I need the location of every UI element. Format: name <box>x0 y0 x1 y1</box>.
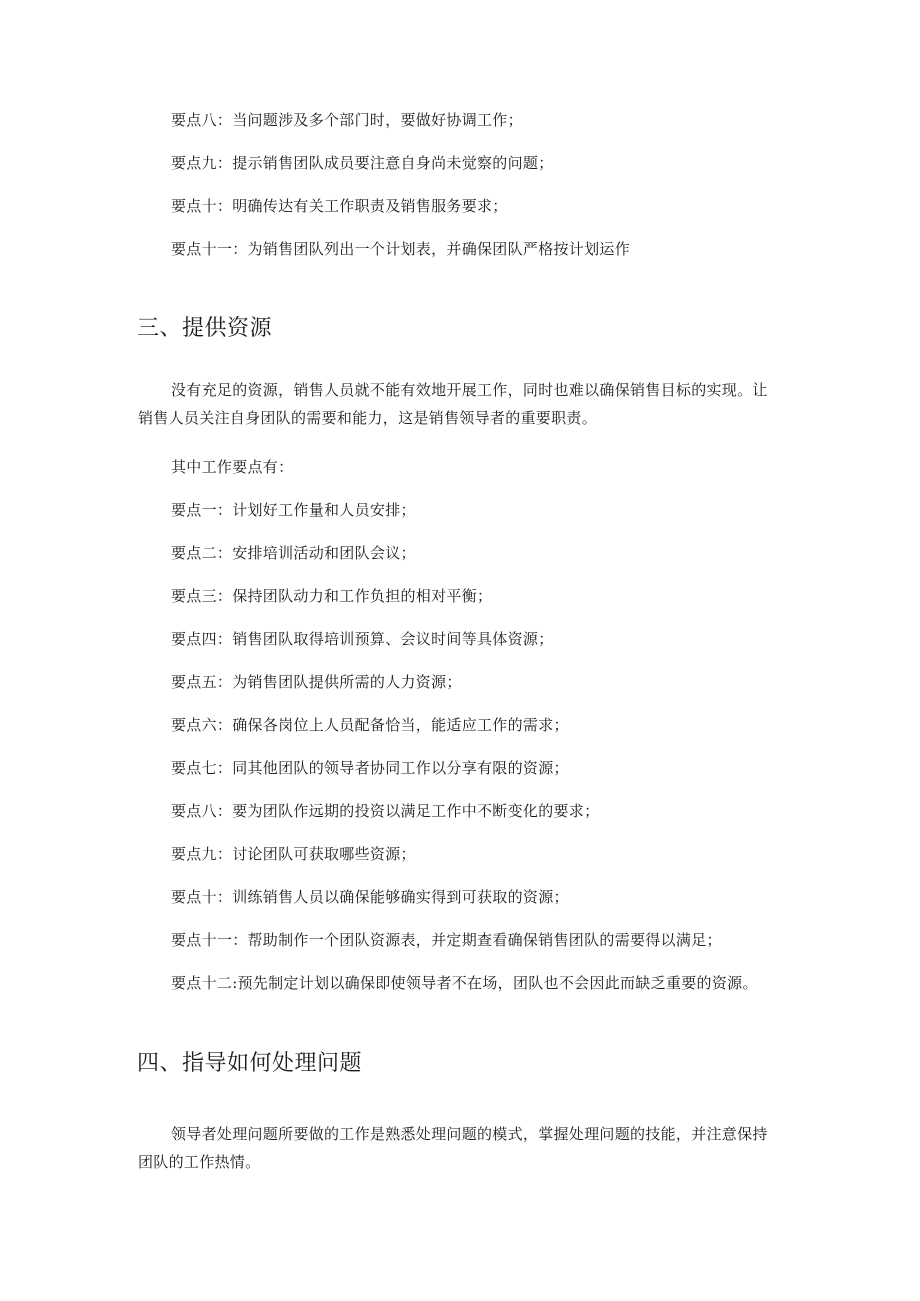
section2-item-11: 要点十一：为销售团队列出一个计划表，并确保团队严格按计划运作 <box>171 240 631 258</box>
section4-intro-paragraph: 领导者处理问题所要做的工作是熟悉处理问题的模式，掌握处理问题的技能，并注意保持团队的工作热情。 <box>138 1125 768 1171</box>
section3-item-7: 要点七：同其他团队的领导者协同工作以分享有限的资源； <box>171 759 569 777</box>
section3-item-4: 要点四：销售团队取得培训预算、会议时间等具体资源； <box>171 630 554 648</box>
section2-item-9: 要点九：提示销售团队成员要注意自身尚未觉察的问题； <box>171 154 554 172</box>
section3-item-1: 要点一：计划好工作量和人员安排； <box>171 501 416 519</box>
section4-heading: 四、指导如何处理问题 <box>137 1051 363 1076</box>
section3-item-10: 要点十：训练销售人员以确保能够确实得到可获取的资源； <box>171 888 569 906</box>
section3-intro-paragraph: 没有充足的资源，销售人员就不能有效地开展工作，同时也难以确保销售目标的实现。让销售人员关注自身团队的需要和能力，这是销售领导者的重要职责。 <box>138 381 768 427</box>
section3-item-3: 要点三：保持团队动力和工作负担的相对平衡； <box>171 587 493 605</box>
section2-item-8: 要点八：当问题涉及多个部门时，要做好协调工作； <box>171 111 523 129</box>
section3-item-6: 要点六：确保各岗位上人员配备恰当，能适应工作的需求； <box>171 716 569 734</box>
section3-item-5: 要点五：为销售团队提供所需的人力资源； <box>171 673 462 691</box>
section3-item-9: 要点九：讨论团队可获取哪些资源； <box>171 845 416 863</box>
section3-item-11: 要点十一：帮助制作一个团队资源表，并定期查看确保销售团队的需要得以满足； <box>171 931 722 949</box>
section3-heading: 三、提供资源 <box>137 316 273 341</box>
section3-item-8: 要点八：要为团队作远期的投资以满足工作中不断变化的要求； <box>171 802 600 820</box>
section3-points-intro: 其中工作要点有： <box>171 458 294 476</box>
section3-item-12: 要点十二:预先制定计划以确保即使领导者不在场，团队也不会因此而缺乏重要的资源。 <box>171 974 758 992</box>
section2-item-10: 要点十：明确传达有关工作职责及销售服务要求； <box>171 197 508 215</box>
section3-item-2: 要点二：安排培训活动和团队会议； <box>171 544 416 562</box>
